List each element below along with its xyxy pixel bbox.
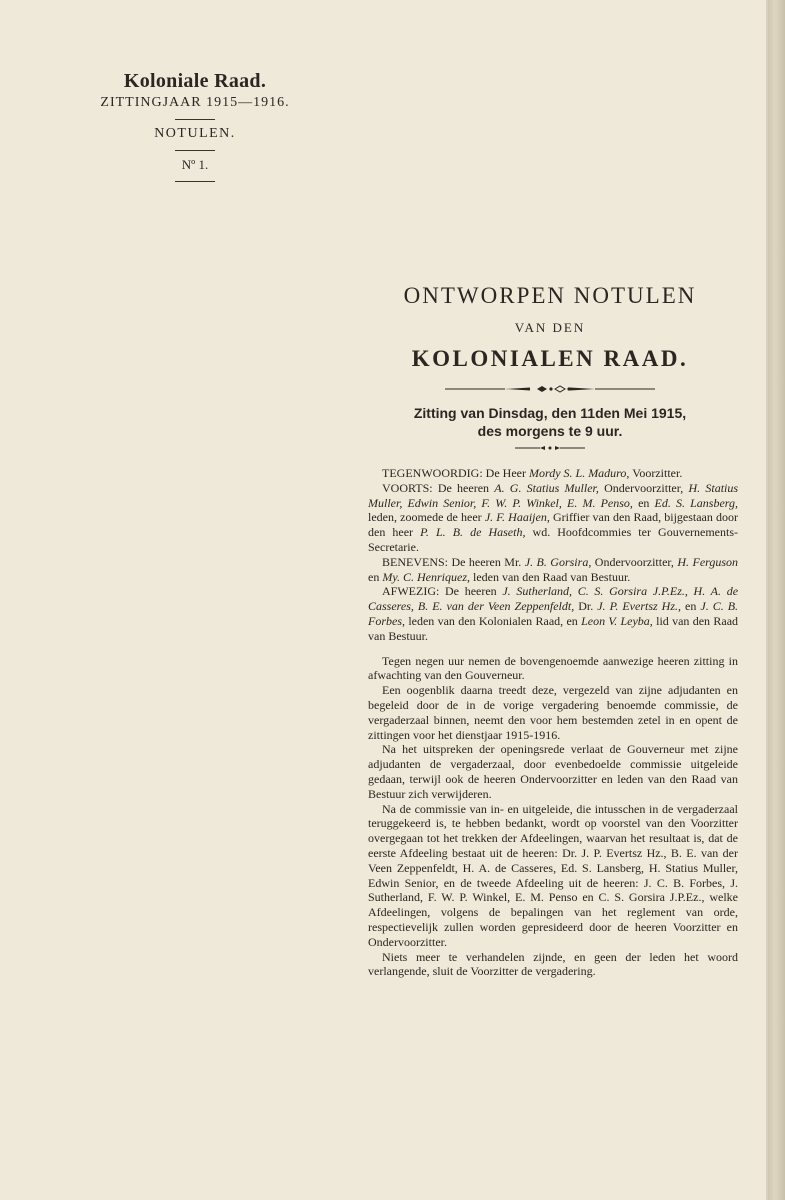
page-edge-strip: [768, 0, 785, 1200]
paragraph: Tegen negen uur nemen de bovengenoemde aanwezige heeren zitting in afwachting van den Gouverneur.: [368, 653, 738, 683]
divider: [175, 150, 215, 151]
paragraph: Na de commissie van in- en uitgeleide, die intusschen in de vergaderzaal teruggekeerd is, te hebben bedankt, wordt op voorstel van den Voorzitter overgegaan tot het trekken der Afdeelingen, waarvan het resultaat is, dat de eerste Afdeeling bestaat uit de heeren: Dr. J. P. Evertsz Hz., B. E. van der Veen Zeppenfeldt, H. A. de Casseres, Ed. S. Lansberg, H. Statius Muller, Edwin Senior, en de tweede Afdeeling uit de heeren: J. C. B. Forbes, J. Sutherland, F. W. P. Winkel, E. M. Penso en C. S. Gorsira J.P.Ez., welke Afdeelingen, volgens de bepalingen van het reglement van orde, respectievelijk zullen worden gepresideerd door de heeren Voorzitter en Ondervoorzitter.: [368, 801, 738, 949]
attendance-besides: BENEVENS: De heeren Mr. J. B. Gorsira, Ondervoorzitter, H. Ferguson en My. C. Henriquez, leden van den Raad van Bestuur.: [368, 554, 739, 584]
attendance-present: TEGENWOORDIG: De Heer Mordy S. L. Maduro, Voorzitter.: [382, 466, 683, 480]
ornament-divider: [445, 384, 655, 394]
paragraph: Een oogenblik daarna treedt deze, vergezeld van zijne adjudanten en begeleid door de in de vorige vergadering benoemde commissie, de vergaderzaal binnen, neemt den voor hem bestemden zetel in en opent de zittingen voor het dienstjaar 1915-1916.: [368, 683, 738, 742]
document-number: Nº 1.: [181, 157, 209, 172]
main-title-line3: KOLONIALEN RAAD.: [411, 346, 689, 371]
section-label: NOTULEN.: [154, 126, 236, 141]
main-title-line2: VAN DEN: [514, 320, 586, 335]
header-block: [90, 70, 300, 182]
session-year: ZITTINGJAAR 1915—1916.: [100, 95, 290, 110]
paragraph: Na het uitspreken der openingsrede verlaat de Gouverneur met zijne adjudanten de vergaderzaal, door evenbedoelde commissie uitgeleide gedaan, terwijl ook de heeren Ondervoorzitter en leden van den Raad van Bestuur zich verwijderen.: [368, 742, 738, 801]
council-title: Koloniale Raad.: [123, 70, 267, 92]
minutes-body: [368, 466, 738, 979]
attendance-absent: AFWEZIG: De heeren J. Sutherland, C. S. Gorsira J.P.Ez., H. A. de Casseres, B. E. van der Veen Zeppenfeldt, Dr. J. P. Evertsz Hz., en J. C. B. Forbes, leden van den Kolonialen Raad, en Leon V. Leyba, lid van den Raad van Bestuur.: [368, 584, 739, 643]
divider: [175, 119, 215, 120]
session-time: des morgens te 9 uur.: [477, 423, 623, 439]
main-title-line1: ONTWORPEN NOTULEN: [403, 283, 697, 308]
small-ornament: [515, 444, 585, 452]
main-title-block: [360, 283, 740, 394]
session-heading: [360, 404, 740, 452]
divider: [175, 181, 215, 182]
paragraph: Niets meer te verhandelen zijnde, en geen der leden het woord verlangende, sluit de Voorzitter de vergadering.: [368, 949, 738, 979]
attendance-also: VOORTS: De heeren A. G. Statius Muller, Ondervoorzitter, H. Statius Muller, Edwin Senior, F. W. P. Winkel, E. M. Penso, en Ed. S. Lansberg, leden, zoomede de heer J. F. Haaijen, Griffier van den Raad, bijgestaan door den heer P. L. B. de Haseth, wd. Hoofdcommies ter Gouvernements-Secretarie.: [368, 480, 739, 554]
session-date: Zitting van Dinsdag, den 11den Mei 1915,: [413, 405, 687, 421]
